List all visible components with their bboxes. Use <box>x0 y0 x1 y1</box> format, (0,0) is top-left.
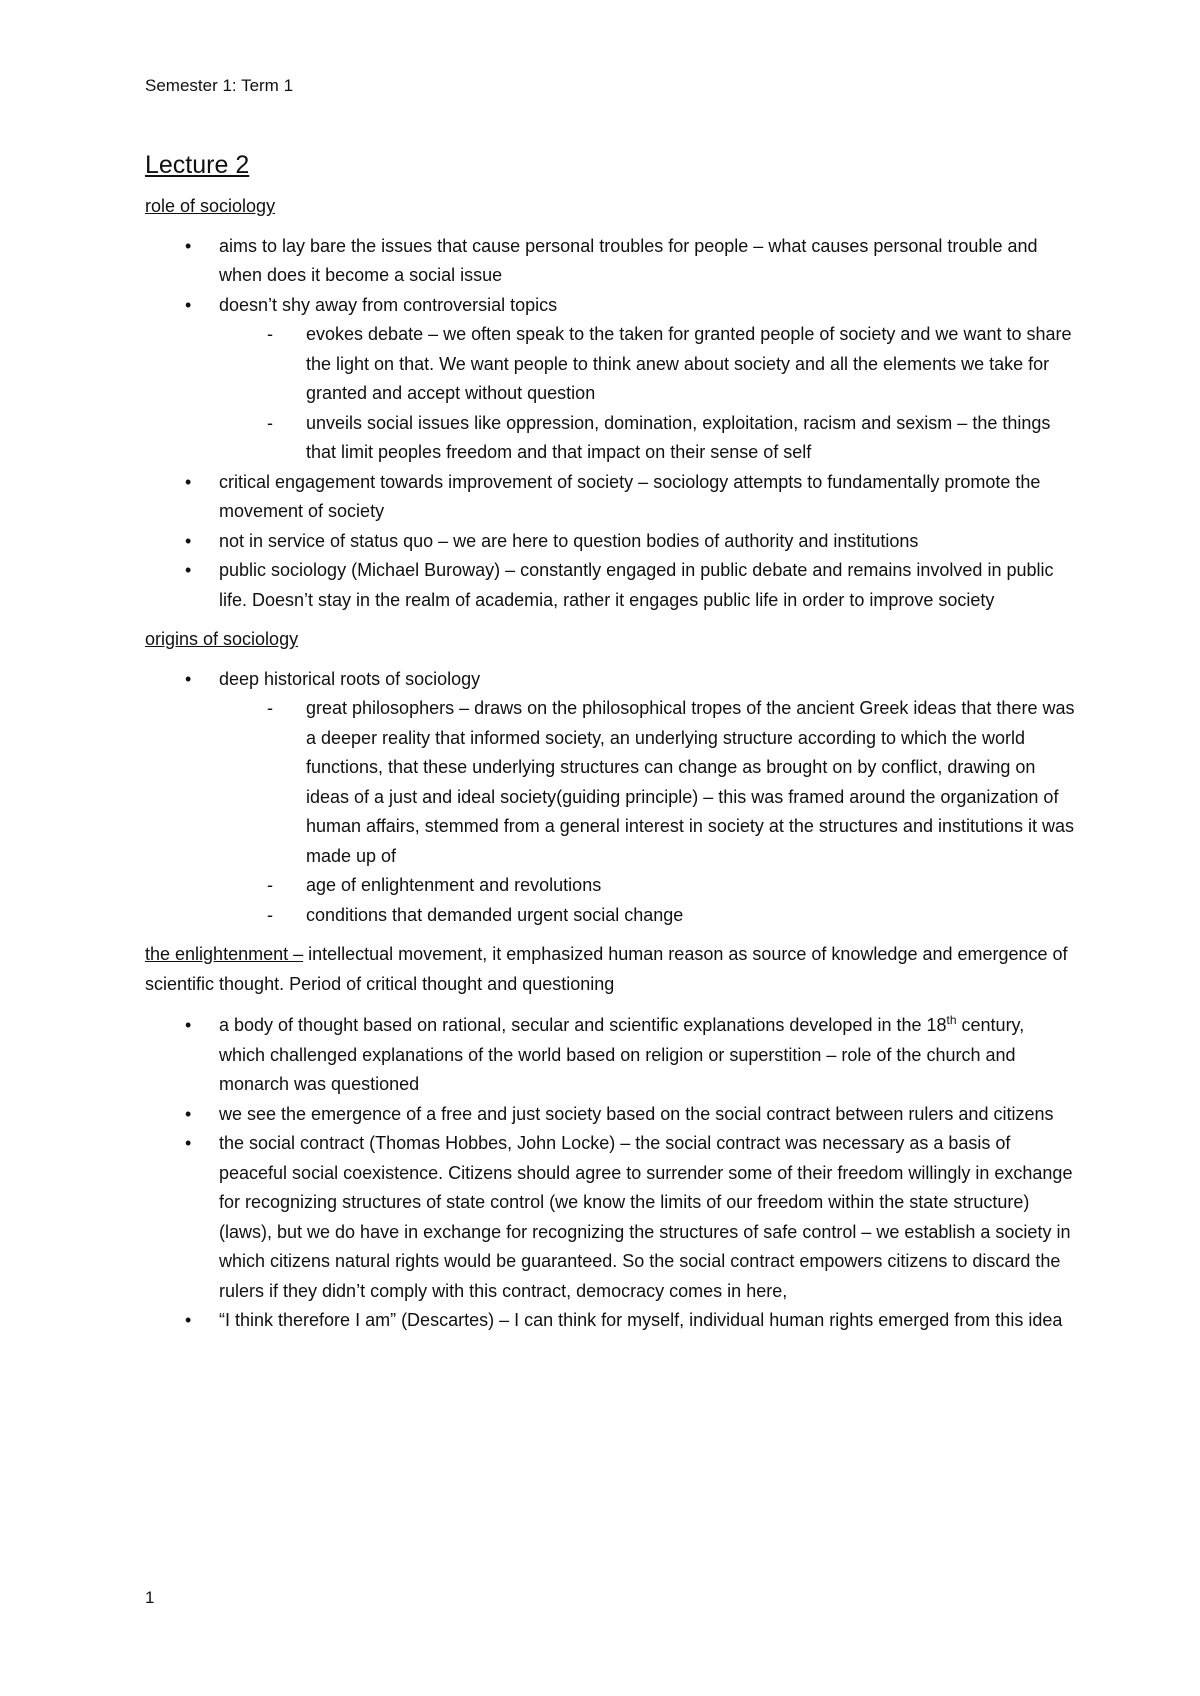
bullet-item: • we see the emergence of a free and just society based on the social contract between rulers and citizens <box>145 1100 1075 1130</box>
bullet-item: • critical engagement towards improvement of society – sociology attempts to fundamentally promote the movement of society <box>145 468 1075 527</box>
bullet-text-part: a body of thought based on rational, secular and scientific explanations developed in the 18 <box>219 1015 947 1035</box>
enlightenment-paragraph <box>145 940 1075 999</box>
role-of-sociology-list <box>145 232 1075 616</box>
dash-item: - evokes debate – we often speak to the taken for granted people of society and we want to share the light on that. We want people to think anew about society and all the elements we take for granted and accept without question <box>219 320 1075 409</box>
dash-list <box>219 320 1075 468</box>
dash-item: - great philosophers – draws on the philosophical tropes of the ancient Greek ideas that there was a deeper reality that informed society, an underlying structure according to which the world functions, that these underlying structures can change as brought on by conflict, drawing on ideas of a just and ideal society(guiding principle) – this was framed around the organization of human affairs, stemmed from a general interest in society at the structures and institutions it was made up of <box>219 694 1075 871</box>
origins-of-sociology-heading: origins of sociology <box>145 629 299 649</box>
superscript: th <box>946 1013 957 1027</box>
page-number: 1 <box>145 1588 155 1607</box>
bullet-item: • “I think therefore I am” (Descartes) – I can think for myself, individual human rights emerged from this idea <box>145 1306 1075 1336</box>
page-header: Semester 1: Term 1 <box>145 76 294 95</box>
dash-list <box>219 694 1075 930</box>
enlightenment-list <box>145 1011 1075 1336</box>
bullet-item: • not in service of status quo – we are here to question bodies of authority and institutions <box>145 527 1075 557</box>
lecture-title: Lecture 2 <box>145 151 250 179</box>
bullet-item: • aims to lay bare the issues that cause personal troubles for people – what causes personal trouble and when does it become a social issue <box>145 232 1075 291</box>
bullet-item: • the social contract (Thomas Hobbes, John Locke) – the social contract was necessary as a basis of peaceful social coexistence. Citizens should agree to surrender some of their freedom willingly in exchange for recognizing structures of state control (we know the limits of our freedom within the state structure)(laws), but we do have in exchange for recognizing the structures of safe control – we establish a society in which citizens natural rights would be guaranteed. So the social contract empowers citizens to discard the rulers if they didn’t comply with this contract, democracy comes in here, <box>145 1129 1075 1306</box>
bullet-text: deep historical roots of sociology <box>219 668 481 689</box>
dash-item: - conditions that demanded urgent social change <box>219 901 1075 931</box>
bullet-item <box>145 291 1075 468</box>
bullet-item: • public sociology (Michael Buroway) – constantly engaged in public debate and remains involved in public life. Doesn’t stay in the realm of academia, rather it engages public life in order to improve society <box>145 556 1075 615</box>
role-of-sociology-heading: role of sociology <box>145 196 276 216</box>
enlightenment-term: the enlightenment – <box>145 944 304 964</box>
bullet-item <box>145 665 1075 931</box>
page-content <box>145 148 1075 1346</box>
origins-of-sociology-list <box>145 665 1075 931</box>
dash-item: - age of enlightenment and revolutions <box>219 871 1075 901</box>
bullet-text: doesn’t shy away from controversial topics <box>219 294 558 315</box>
bullet-text-part: century, which challenged explanations of the world based on religion or superstition – role of the church and monarch was questioned <box>219 1015 1025 1094</box>
bullet-item <box>145 1011 1075 1100</box>
dash-item: - unveils social issues like oppression, domination, exploitation, racism and sexism – the things that limit peoples freedom and that impact on their sense of self <box>219 409 1075 468</box>
enlightenment-intro: intellectual movement, it emphasized human reason as source of knowledge and emergence of scientific thought. Period of critical thought and questioning <box>145 944 1068 994</box>
